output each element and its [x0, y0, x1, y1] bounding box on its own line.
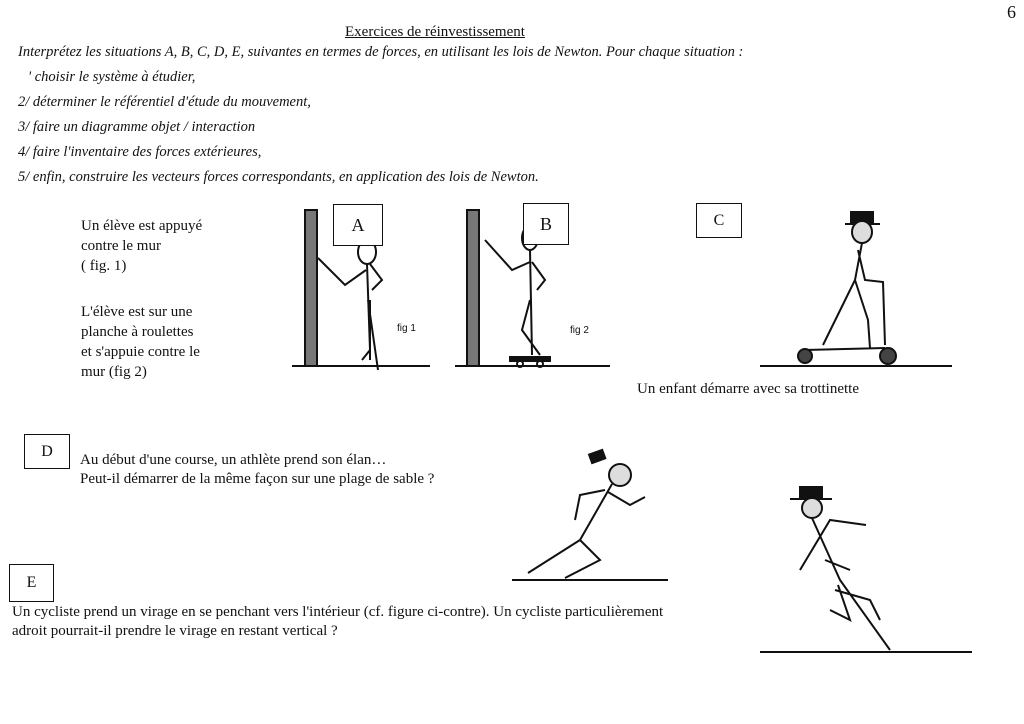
- text-line: ( fig. 1): [81, 258, 127, 274]
- text-line: Un élève est appuyé: [81, 218, 203, 234]
- intro-text: Interprétez les situations A, B, C, D, E, suivantes en termes de forces, en utilisant les lois de Newton. Pour chaque situation :: [18, 44, 744, 60]
- label-e: E: [9, 564, 54, 602]
- situation-d-line2: Peut-il démarrer de la même façon sur une plage de sable ?: [80, 471, 435, 487]
- text-line: mur (fig 2): [81, 364, 147, 380]
- label-d: D: [24, 434, 70, 469]
- situation-c-text: Un enfant démarre avec sa trottinette: [637, 381, 859, 397]
- step-3: 3/ faire un diagramme objet / interaction: [18, 119, 256, 135]
- text-line: planche à roulettes: [81, 324, 194, 340]
- fig2-label: fig 2: [570, 325, 589, 336]
- step-1: ' choisir le système à étudier,: [28, 69, 196, 85]
- page-number: 6: [1007, 2, 1016, 22]
- text-line: L'élève est sur une: [81, 304, 193, 320]
- text-line: contre le mur: [81, 238, 161, 254]
- hat-icon: [589, 450, 605, 463]
- situation-e-line2: adroit pourrait-il prendre le virage en restant vertical ?: [12, 623, 338, 639]
- label-b: B: [523, 203, 569, 245]
- wall-b: [467, 210, 479, 366]
- step-2: 2/ déterminer le référentiel d'étude du mouvement,: [18, 94, 311, 110]
- label-a: A: [333, 204, 383, 246]
- situation-d-line1: Au début d'une course, un athlète prend son élan…: [80, 452, 387, 468]
- page-title: Exercices de réinvestissement: [345, 24, 525, 40]
- situation-e-line1: Un cycliste prend un virage en se penchant vers l'intérieur (cf. figure ci-contre). Un cycliste particulièrement: [12, 604, 664, 620]
- text-line: et s'appuie contre le: [81, 344, 200, 360]
- label-c: C: [696, 203, 742, 238]
- step-4: 4/ faire l'inventaire des forces extérieures,: [18, 144, 262, 160]
- fig1-label: fig 1: [397, 323, 416, 334]
- step-5: 5/ enfin, construire les vecteurs forces correspondants, en application des lois de Newton.: [18, 169, 539, 185]
- wall-a: [305, 210, 317, 366]
